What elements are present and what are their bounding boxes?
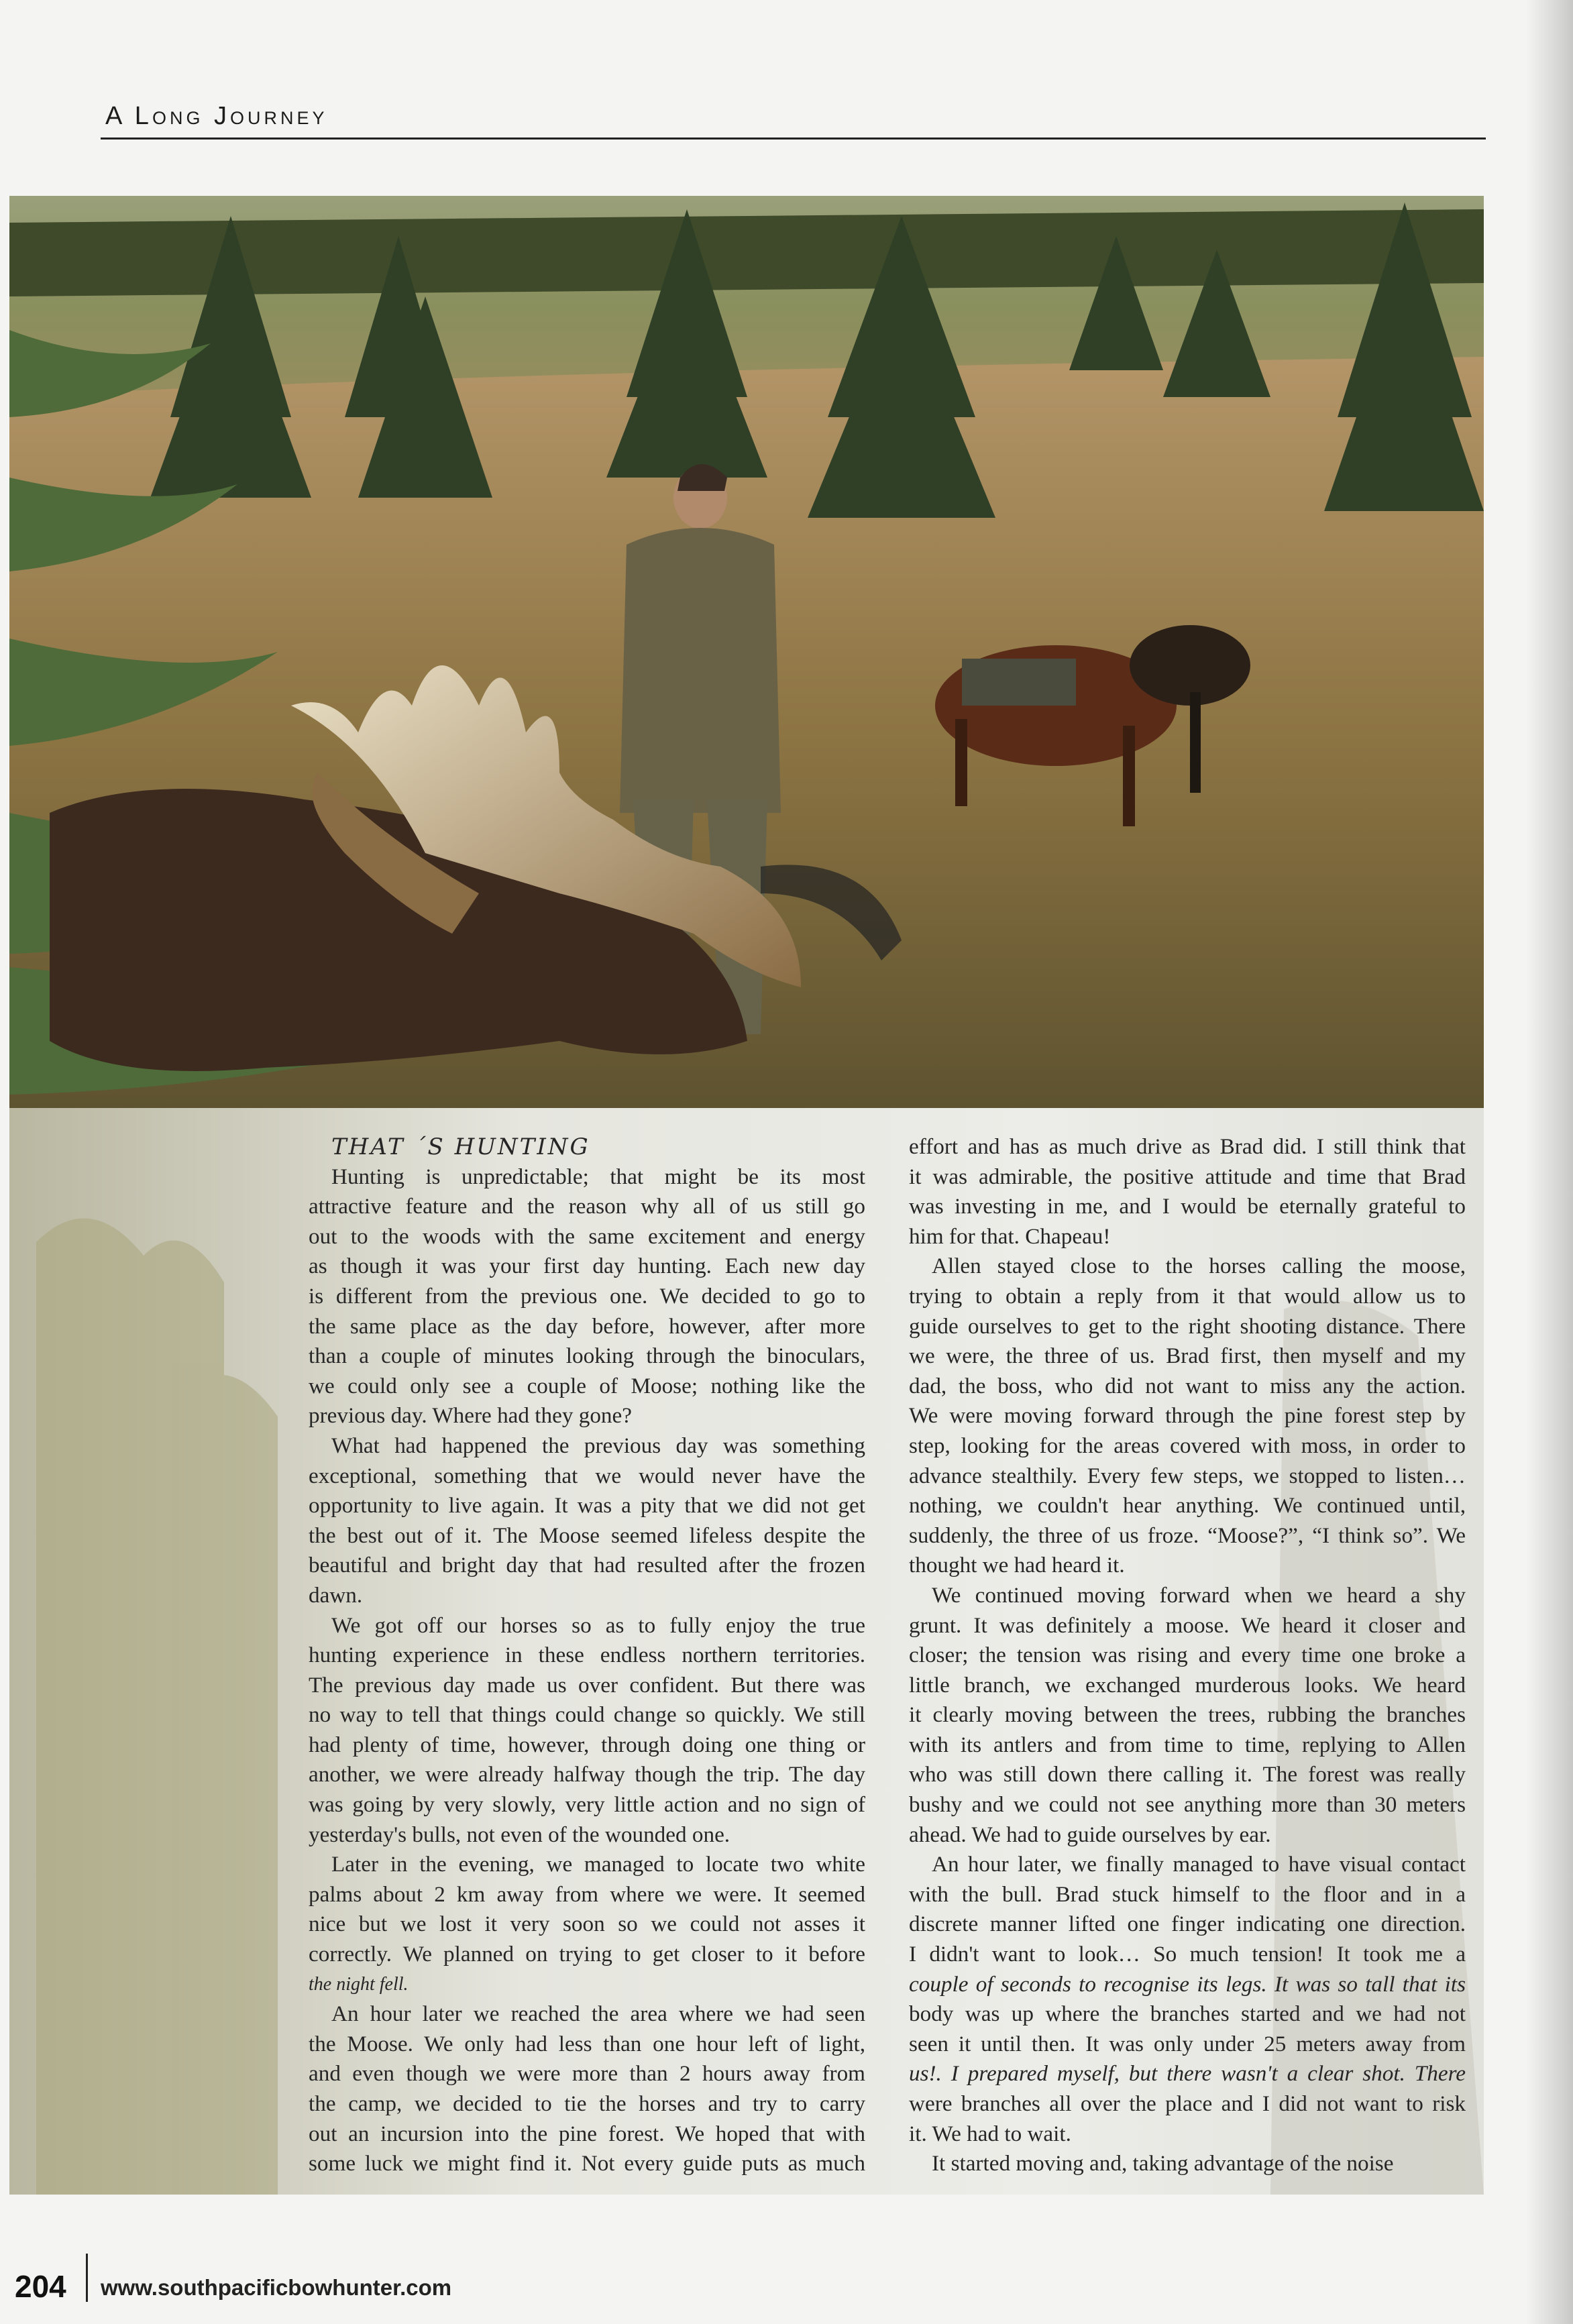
text-line: was investing in me, and I would be eternally grateful to <box>909 1194 1466 1219</box>
text-line: little branch, we exchanged murderous looks. We heard <box>909 1672 1466 1698</box>
text-line: it was admirable, the positive attitude and time that Brad <box>909 1164 1466 1189</box>
text-line: we could only see a couple of Moose; nothing like the <box>309 1373 865 1398</box>
text-line: with the bull. Brad stuck himself to the floor and in a <box>909 1881 1466 1907</box>
text-line: previous day. Where had they gone? <box>309 1403 632 1429</box>
section-heading: THAT ´S HUNTING <box>331 1133 590 1160</box>
text-line: correctly. We planned on trying to get closer to it before <box>309 1942 865 1967</box>
text-line: and even though we were more than 2 hours away from <box>309 2061 865 2087</box>
text-line: The previous day made us over confident. But there was <box>309 1672 865 1698</box>
text-line: with its antlers and from time to time, replying to Allen <box>909 1732 1466 1757</box>
binding-shadow <box>1526 0 1573 2324</box>
text-line: yesterday's bulls, not even of the wounded one. <box>309 1822 730 1847</box>
text-line: We continued moving forward when we heard a shy <box>932 1582 1466 1608</box>
article-column-right <box>909 1132 1466 2179</box>
text-line: out to the woods with the same excitement and energy <box>309 1223 865 1249</box>
text-line: had plenty of time, however, through doing one thing or <box>309 1732 865 1757</box>
text-line: it. We had to wait. <box>909 2121 1071 2146</box>
website-link[interactable]: www.southpacificbowhunter.com <box>101 2275 452 2300</box>
text-line: We got off our horses so as to fully enjoy the true <box>331 1612 865 1638</box>
header-rule <box>101 137 1486 140</box>
text-line: attractive feature and the reason why all of us still go <box>309 1194 865 1219</box>
text-line: An hour later we reached the area where we had seen <box>331 2001 865 2027</box>
text-line: Allen stayed close to the horses calling the moose, <box>932 1254 1466 1279</box>
text-line: ahead. We had to guide ourselves by ear. <box>909 1822 1271 1847</box>
text-line: opportunity to live again. It was a pity that we did not get <box>309 1493 865 1518</box>
text-line: the same place as the day before, however, after more <box>309 1313 865 1339</box>
text-line: Hunting is unpredictable; that might be its most <box>331 1164 865 1189</box>
text-line: trying to obtain a reply from it that would allow us to <box>909 1283 1466 1309</box>
text-line: seen it until then. It was only under 25 meters away from <box>909 2031 1466 2056</box>
page-number: 204 <box>15 2269 66 2304</box>
text-line: the camp, we decided to tie the horses and try to carry <box>309 2091 865 2116</box>
text-line: discrete manner lifted one finger indicating one direction. <box>909 1912 1466 1937</box>
right-column-body <box>909 1132 1466 2179</box>
text-line: out an incursion into the pine forest. We hoped that with <box>309 2121 865 2146</box>
text-line: guide ourselves to get to the right shooting distance. There <box>909 1313 1466 1339</box>
text-line: dawn. <box>309 1582 363 1608</box>
text-line: the best out of it. The Moose seemed lifeless despite the <box>309 1523 865 1548</box>
text-line: beautiful and bright day that had resulted after the frozen <box>309 1553 865 1578</box>
text-line: I didn't want to look… So much tension! It took me a <box>909 1942 1466 1967</box>
text-line: effort and has as much drive as Brad did. I still think that <box>909 1134 1466 1159</box>
text-line: We were moving forward through the pine forest step by <box>909 1403 1466 1429</box>
hunter-with-moose-photo <box>9 196 1484 1108</box>
text-line: suddenly, the three of us froze. “Moose?”, “I think so”. We <box>909 1523 1466 1548</box>
text-line: some luck we might find it. Not every guide puts as much <box>309 2151 865 2176</box>
text-line: hunting experience in these endless northern territories. <box>309 1643 865 1668</box>
text-line: An hour later, we finally managed to have visual contact <box>932 1852 1466 1877</box>
text-line: him for that. Chapeau! <box>909 1223 1111 1249</box>
text-line: no way to tell that things could change so quickly. We still <box>309 1702 865 1728</box>
text-line: Later in the evening, we managed to locate two white <box>331 1852 865 1877</box>
text-line: who was still down there calling it. The forest was really <box>909 1762 1466 1787</box>
text-line: grunt. It was definitely a moose. We heard it closer and <box>909 1612 1466 1638</box>
text-line: thought we had heard it. <box>909 1553 1125 1578</box>
text-line: is different from the previous one. We decided to go to <box>309 1283 865 1309</box>
article-column-left <box>309 1132 865 2179</box>
text-line: the Moose. We only had less than one hour left of light, <box>309 2031 865 2056</box>
text-line: as though it was your first day hunting. Each new day <box>309 1254 865 1279</box>
text-line: were branches all over the place and I did not want to risk <box>909 2091 1466 2116</box>
text-line: the night fell. <box>309 1973 409 1995</box>
running-head: A Long Journey <box>105 102 328 130</box>
text-line: exceptional, something that we would never have the <box>309 1463 865 1488</box>
left-column-body <box>309 1162 865 2179</box>
text-line: another, we were already halfway though the trip. The day <box>309 1762 865 1787</box>
text-line: was going by very slowly, very little action and no sign of <box>309 1792 865 1818</box>
text-line: than a couple of minutes looking through the binoculars, <box>309 1343 865 1369</box>
text-line: advance stealthily. Every few steps, we stopped to listen… <box>909 1463 1466 1488</box>
text-line: it clearly moving between the trees, rubbing the branches <box>909 1702 1466 1728</box>
text-line: It started moving and, taking advantage of the noise <box>932 2151 1394 2176</box>
text-line: bushy and we could not see anything more than 30 meters <box>909 1792 1466 1818</box>
text-line: What had happened the previous day was something <box>331 1433 865 1458</box>
text-line: step, looking for the areas covered with moss, in order to <box>909 1433 1466 1458</box>
text-line: body was up where the branches started and we had not <box>909 2001 1466 2027</box>
text-line: nice but we lost it very soon so we could not asses it <box>309 1912 865 1937</box>
text-line: us!. I prepared myself, but there wasn't a clear shot. There <box>909 2061 1466 2087</box>
text-line: couple of seconds to recognise its legs. It was so tall that its <box>909 1971 1466 1997</box>
text-line: closer; the tension was rising and every time one broke a <box>909 1643 1466 1668</box>
text-line: nothing, we couldn't hear anything. We continued until, <box>909 1493 1466 1518</box>
text-line: dad, the boss, who did not want to miss any the action. <box>909 1373 1466 1398</box>
text-line: palms about 2 km away from where we were. It seemed <box>309 1881 865 1907</box>
text-line: we were, the three of us. Brad first, then myself and my <box>909 1343 1466 1369</box>
footer-rule <box>86 2254 88 2302</box>
